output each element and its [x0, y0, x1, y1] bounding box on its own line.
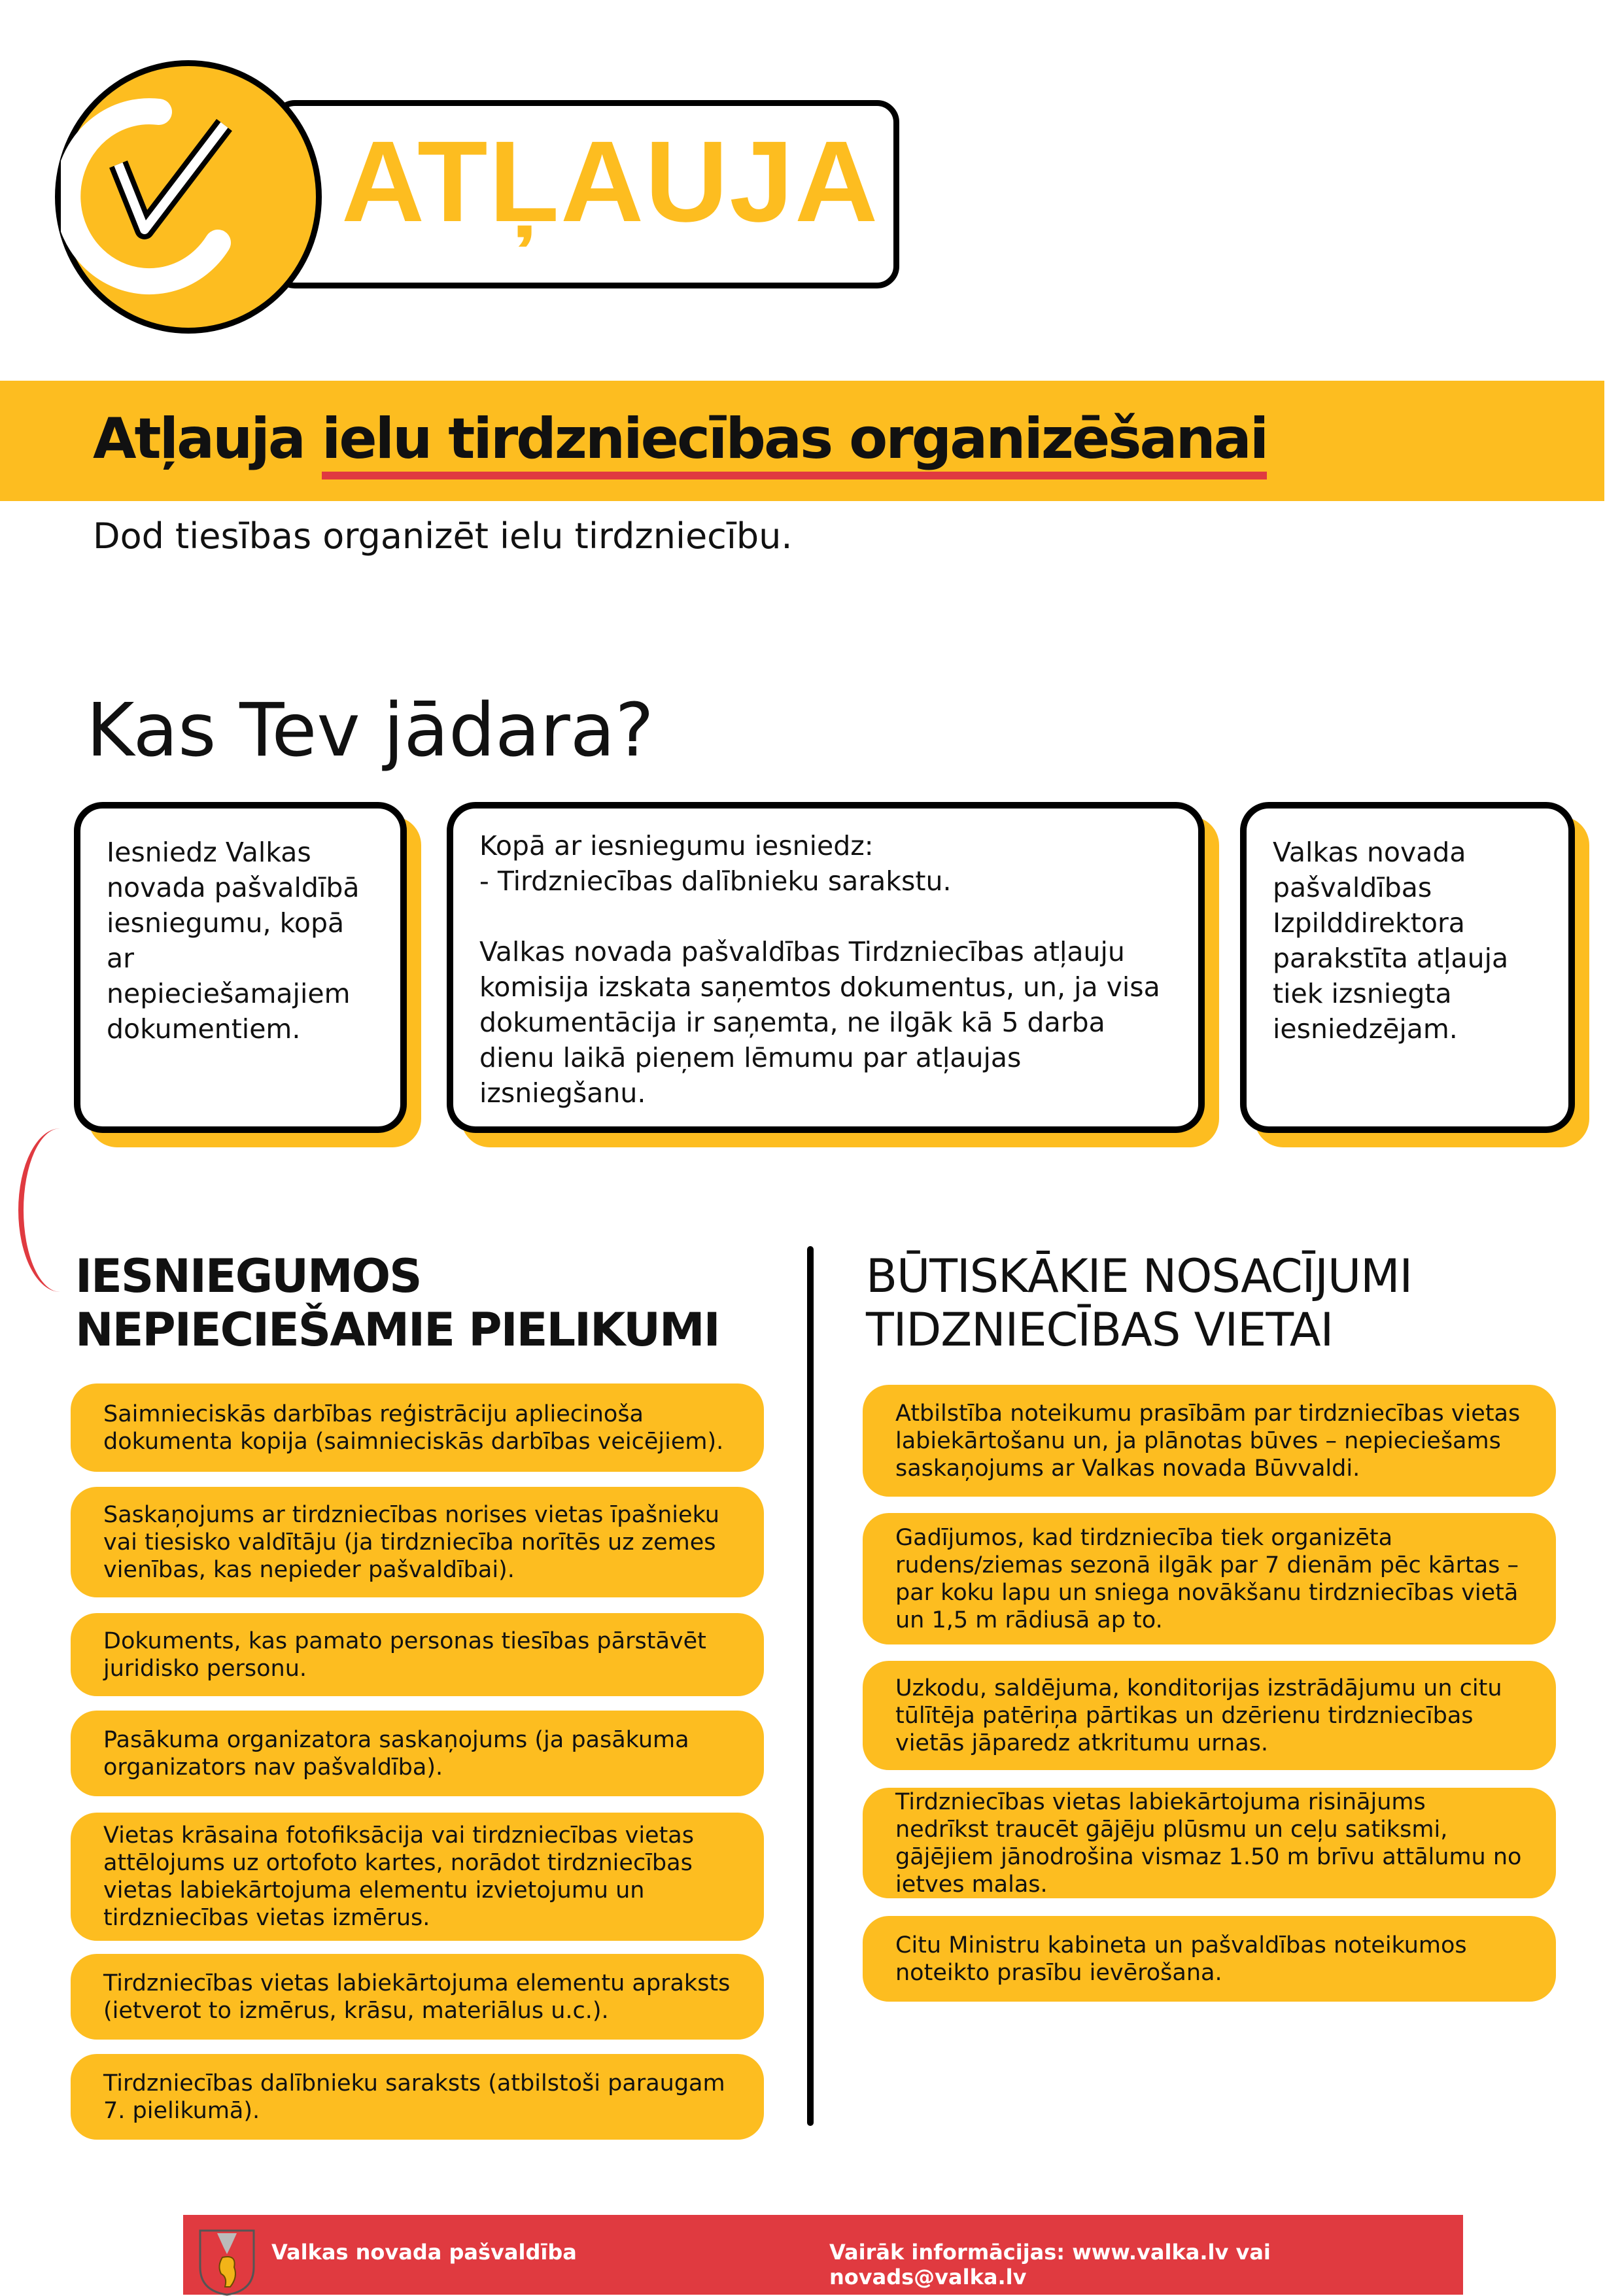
list-item: Saskaņojums ar tirdzniecības norises vietas īpašnieku vai tiesisko valdītāju (ja tirdzniecība norītēs uz zemes vienības, kas nepieder pašvaldībai). — [71, 1487, 764, 1597]
list-item: Tirdzniecības vietas labiekārtojuma elementu apraksts (ietverot to izmērus, krāsu, materiālus u.c.). — [71, 1954, 764, 2040]
column-divider — [807, 1246, 814, 2126]
list-item: Saimnieciskās darbības reģistrāciju apliecinoša dokumenta kopija (saimnieciskās darbības veicējiem). — [71, 1383, 764, 1472]
footer — [183, 2215, 1463, 2295]
step-card-2 — [447, 802, 1205, 1133]
list-item: Citu Ministru kabineta un pašvaldības noteikumos noteikto prasību ievērošana. — [863, 1916, 1556, 2002]
list-item: Tirdzniecības dalībnieku saraksts (atbilstoši paraugam 7. pielikumā). — [71, 2054, 764, 2140]
step-card-3 — [1240, 802, 1575, 1133]
step-text: Valkas novada pašvaldības Tirdzniecības atļauju komisija izskata saņemtos dokumentus, un, ja visa dokumentācija ir saņemta, ne ilgāk kā 5 darba dienu laikā pieņem lēmumu par atļaujas izsniegšanu. — [479, 936, 1160, 1109]
list-item: Gadījumos, kad tirdzniecība tiek organizēta rudens/ziemas sezonā ilgāk par 7 dienām pēc kārtas – par koku lapu un sniega novākšanu tirdzniecības vietā un 1,5 m rādiusā ap to. — [863, 1513, 1556, 1644]
list-item: Pasākuma organizatora saskaņojums (ja pasākuma organizators nav pašvaldība). — [71, 1711, 764, 1796]
right-column-heading: BŪTISKĀKIE NOSACĪJUMI TIDZNIECĪBAS VIETAI — [866, 1249, 1413, 1357]
logo-badge — [55, 60, 322, 334]
list-item: Uzkodu, saldējuma, konditorijas izstrādājumu un citu tūlītēja patēriņa pārtikas un dzērienu tirdzniecības vietās jāparedz atkritumu urnas. — [863, 1661, 1556, 1770]
step-text: Iesniedz Valkas novada pašvaldībā iesniegumu, kopā ar nepieciešamajiem dokumentiem. — [107, 837, 360, 1045]
checkmark-icon — [61, 66, 316, 328]
list-item: Tirdzniecības vietas labiekārtojuma risinājums nedrīkst traucēt gājēju plūsmu un ceļu satiksmi, gājējiem jānodrošina vismaz 1.50 m brīvu attālumu no ietves malas. — [863, 1788, 1556, 1898]
footer-org: Valkas novada pašvaldība — [271, 2240, 577, 2265]
title-prefix: Atļauja — [93, 406, 322, 472]
page-subtitle: Dod tiesības organizēt ielu tirdzniecību. — [93, 515, 793, 557]
step-text: - Tirdzniecības dalībnieku sarakstu. — [479, 865, 952, 897]
list-item: Dokuments, kas pamato personas tiesības pārstāvēt juridisko personu. — [71, 1613, 764, 1696]
list-item: Atbilstība noteikumu prasībām par tirdzniecības vietas labiekārtošanu un, ja plānotas būves – nepieciešams saskaņojums ar Valkas novada Būvvaldi. — [863, 1385, 1556, 1497]
steps-heading: Kas Tev jādara? — [86, 688, 654, 773]
step-card-1 — [74, 802, 407, 1133]
logo-title: ATĻAUJA — [341, 118, 880, 246]
page-title — [93, 406, 1267, 473]
step-text: Kopā ar iesniegumu iesniedz: — [479, 830, 874, 861]
step-text: Valkas novada pašvaldības Izpilddirektora parakstīta atļauja tiek izsniegta iesniedzējam. — [1273, 837, 1509, 1045]
coat-of-arms-icon — [198, 2228, 256, 2296]
list-item: Vietas krāsaina fotofiksācija vai tirdzniecības vietas attēlojums uz ortofoto kartes, norādot tirdzniecības vietas labiekārtojuma elementu izvietojumu un tirdzniecības vietas izmērus. — [71, 1813, 764, 1941]
title-underlined: ielu tirdzniecības organizēšanai — [322, 406, 1267, 479]
footer-contact-info[interactable]: Vairāk informācijas: www.valka.lv vai novads@valka.lv — [829, 2240, 1271, 2289]
left-column-heading: IESNIEGUMOS NEPIECIEŠAMIE PIELIKUMI — [75, 1249, 719, 1357]
